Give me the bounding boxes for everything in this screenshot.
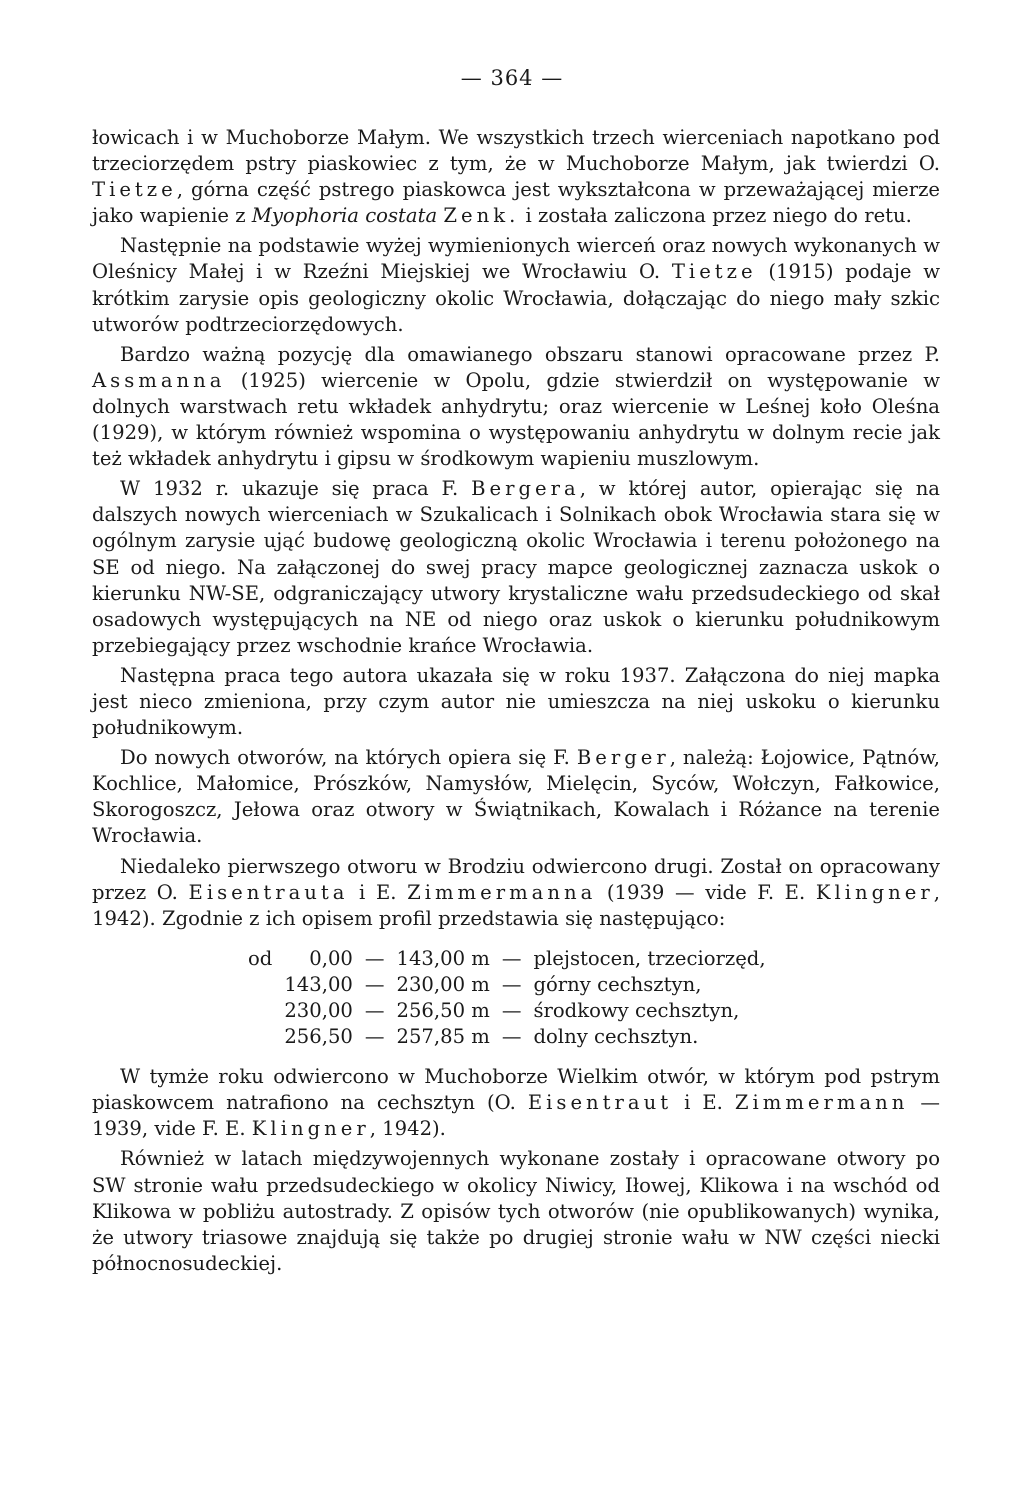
paragraph-2 xyxy=(92,233,940,337)
author-name: Klingner xyxy=(251,1117,370,1141)
table-cell: 143,00 m xyxy=(396,946,490,970)
text-run: , 1942). xyxy=(369,1117,446,1141)
text-run: Następnie na podstawie wyżej wymienionych wierceń oraz nowych wykonanych w Oleśnicy Małej i w Rzeźni Miejskiej we Wrocławiu O. xyxy=(92,234,940,284)
table-row xyxy=(242,972,772,998)
paragraph-5: Następna praca tego autora ukazała się w roku 1937. Załączona do niej mapka jest nieco zmieniona, przy czym autor nie umieszcza na niej uskoku o kierunku południkowym. xyxy=(92,663,940,740)
table-cell: 0,00 xyxy=(309,946,353,970)
text-run: Niedaleko pierwszego otworu w Brodziu odwiercono drugi. Został on opracowany przez O. xyxy=(92,854,940,904)
table-cell: 257,85 m xyxy=(396,1025,490,1049)
author-name: Assmanna xyxy=(92,368,226,392)
paragraph-9: Również w latach międzywojennych wykonane zostały i opracowane otwory po SW stronie wału przedsudeckiego w okolicy Niwicy, Iłowej, Klikowa i na wschód od Klikowa w pobliżu autostrady. Z opisów tych otworów (nie opublikowanych) wynika, że utwory triasowe znajdują się także po drugiej stronie wału w NW części niecki północnosudeckiej. xyxy=(92,1147,940,1275)
table-cell: 256,50 xyxy=(284,1025,353,1049)
body-text xyxy=(92,125,940,1281)
text-run: — 1939, vide F. E. xyxy=(92,1091,940,1141)
borehole-profile-table xyxy=(242,946,772,1050)
text-run: W tymże roku odwiercono w Muchoborze Wielkim otwór, w którym pod pstrym piaskowcem natrafiono na cechsztyn (O. xyxy=(92,1065,940,1115)
table-cell: 230,00 xyxy=(284,999,353,1022)
table-row xyxy=(242,998,772,1024)
table-cell: — xyxy=(364,999,385,1022)
author-name: Zenk. xyxy=(443,204,520,228)
table-cell: — xyxy=(501,1025,522,1049)
text-run: , 1942). Zgodnie z ich opisem profil przedstawia się następująco: xyxy=(92,880,940,930)
table-row xyxy=(242,1024,772,1050)
paragraph-6 xyxy=(92,745,940,849)
author-name: Zimmermann xyxy=(734,1091,909,1115)
text-run: W 1932 r. ukazuje się praca F. xyxy=(120,477,459,501)
text-run: , w której autor, opierając się na dalszych nowych wierceniach w Szukalicach i Solnikach obok Wrocławia stara się w ogólnym zarysie ująć budowę geologiczną okolic Wrocławia i terenu położonego na SE od niego. Na załączonej do swej pracy mapce geologicznej zaznacza uskok o kierunku NW-SE, odgraniczający utwory krystaliczne wału przedsudeckiego od skał osadowych występujących na NE od niego oraz uskok o kierunku południkowym przebiegający przez wschodnie krańce Wrocławia. xyxy=(92,477,940,657)
text-run: (1925) wiercenie w Opolu, gdzie stwierdził on występowanie w dolnych warstwach retu wkładek anhydrytu; oraz wiercenie w Leśnej koło Oleśna (1929), w którym również wspomina o występowaniu anhydrytu w dolnym recie jak też wkładek anhydrytu i gipsu w środkowym wapieniu muszlowym. xyxy=(92,368,940,471)
paragraph-7 xyxy=(92,854,940,932)
table-cell: 143,00 xyxy=(284,972,353,996)
page-number: — 364 — xyxy=(460,66,564,90)
author-name: Zimmermanna xyxy=(407,880,597,904)
author-name: Tietze xyxy=(671,260,757,284)
table-cell xyxy=(242,998,278,1024)
author-name: Tietze xyxy=(92,178,177,202)
table-cell: od xyxy=(248,946,273,970)
paragraph-1 xyxy=(92,125,940,229)
table-cell: — xyxy=(364,972,385,996)
author-name: Eisentraut xyxy=(527,1091,673,1115)
table-cell xyxy=(242,972,278,998)
table-cell: środkowy cechsztyn, xyxy=(533,999,740,1022)
table-cell: — xyxy=(501,972,522,996)
table-cell xyxy=(242,1024,278,1050)
table-row xyxy=(242,946,772,972)
text-run: (1915) podaje w krótkim zarysie opis geologiczny okolic Wrocławia, dołączając do niego mały szkic utworów podtrzeciorzędowych. xyxy=(92,260,941,336)
paragraph-3 xyxy=(92,342,940,472)
author-name: Berger xyxy=(576,746,670,770)
author-name: Klingner xyxy=(815,880,934,904)
table-cell: górny cechsztyn, xyxy=(533,972,702,996)
table-cell: 256,50 m xyxy=(396,999,490,1022)
paragraph-4 xyxy=(92,476,940,659)
table-cell: dolny cechsztyn. xyxy=(533,1025,699,1049)
text-run: i została zaliczona przez niego do retu. xyxy=(519,204,912,228)
text-run: Do nowych otworów, na których opiera się F. xyxy=(120,746,570,770)
species-name: Myophoria costata xyxy=(251,204,438,228)
text-run: łowicach i w Muchoborze Małym. We wszystkich trzech wierceniach napotkano pod trzeciorzędem pstry piaskowiec z tym, że w Muchoborze Małym, jak twierdzi O. xyxy=(92,126,940,176)
table-cell: plejstocen, trzeciorzęd, xyxy=(533,946,766,970)
table-cell: 230,00 m xyxy=(396,972,490,996)
author-name: Bergera xyxy=(471,477,580,501)
text-run: i E. xyxy=(348,880,397,904)
table-cell: — xyxy=(364,946,385,970)
text-run: i E. xyxy=(672,1091,723,1115)
author-name: Eisentrauta xyxy=(188,880,349,904)
text-run: , górna część pstrego piaskowca jest wykształcona w przeważającej mierze jako wapienie z xyxy=(92,178,940,228)
text-run: Bardzo ważną pozycję dla omawianego obszaru stanowi opracowane przez P. xyxy=(120,342,940,366)
text-run: (1939 — vide F. E. xyxy=(596,880,806,904)
table-cell: — xyxy=(501,999,522,1022)
table-cell: — xyxy=(364,1025,385,1049)
text-run: , należą: Łojowice, Pątnów, Kochlice, Małomice, Prószków, Namysłów, Mielęcin, Syców, Wołczyn, Fałkowice, Skorogoszcz, Jełowa oraz otwory w Świątnikach, Kowalach i Różance na terenie Wrocławia. xyxy=(92,746,941,848)
paragraph-8 xyxy=(92,1064,940,1142)
table-cell: — xyxy=(501,946,522,970)
